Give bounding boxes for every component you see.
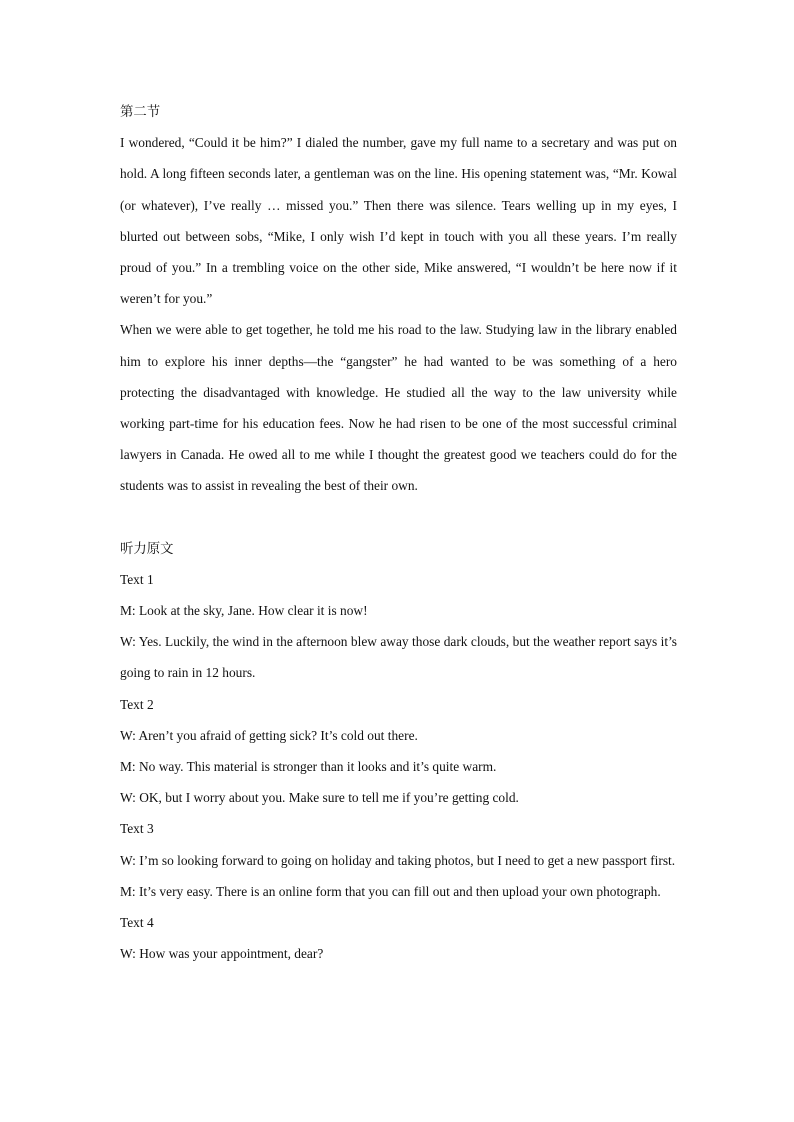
text-label: Text 3 [120, 821, 154, 837]
story-paragraph-1: I wondered, “Could it be him?” I dialed the number, gave my full name to a secretary and was put on hold. A long fifteen seconds later, a gentleman was on the line. His opening statement was, “Mr. Kowal (or whatever), I’ve really … missed you.” Then there was silence. Tears welling up in my eyes, I blurted out between sobs, “Mike, I only wish I’d kept in touch with you all these years. I’m really proud of you.” In a trembling voice on the other side, Mike answered, “I wouldn’t be here now if it weren’t for you.” [120, 135, 677, 307]
dialogue-line: W: OK, but I worry about you. Make sure to tell me if you’re getting cold. [120, 790, 519, 806]
text-label: Text 2 [120, 696, 154, 712]
dialogue-line: W: I’m so looking forward to going on holiday and taking photos, but I need to get a new passport first. [120, 852, 676, 868]
section-gap [120, 502, 677, 533]
text-label: Text 1 [120, 571, 154, 587]
dialogue-line: M: It’s very easy. There is an online form that you can fill out and then upload your own photograph. [120, 883, 661, 899]
dialogue-line: W: How was your appointment, dear? [120, 946, 324, 962]
listening-heading: 听力原文 [120, 540, 174, 556]
dialogue-line: W: Aren’t you afraid of getting sick? It’s cold out there. [120, 727, 418, 743]
dialogue-line: W: Yes. Luckily, the wind in the afternoon blew away those dark clouds, but the weather report says it’s going to rain in 12 hours. [120, 634, 677, 681]
story-paragraph-2: When we were able to get together, he told me his road to the law. Studying law in the library enabled him to explore his inner depths—the “gangster” he had wanted to be was something of a hero protecting the disadvantaged with knowledge. He studied all the way to the law university while working part-time for his education fees. Now he had risen to be one of the most successful criminal lawyers in Canada. He owed all to me while I thought the greatest good we teachers could do for the students was to assist in revealing the best of their own. [120, 322, 677, 494]
document-page [120, 96, 677, 969]
dialogue-line: M: No way. This material is stronger than it looks and it’s quite warm. [120, 759, 497, 775]
section-heading: 第二节 [120, 104, 161, 119]
text-label: Text 4 [120, 915, 154, 931]
dialogue-line: M: Look at the sky, Jane. How clear it is now! [120, 603, 368, 619]
